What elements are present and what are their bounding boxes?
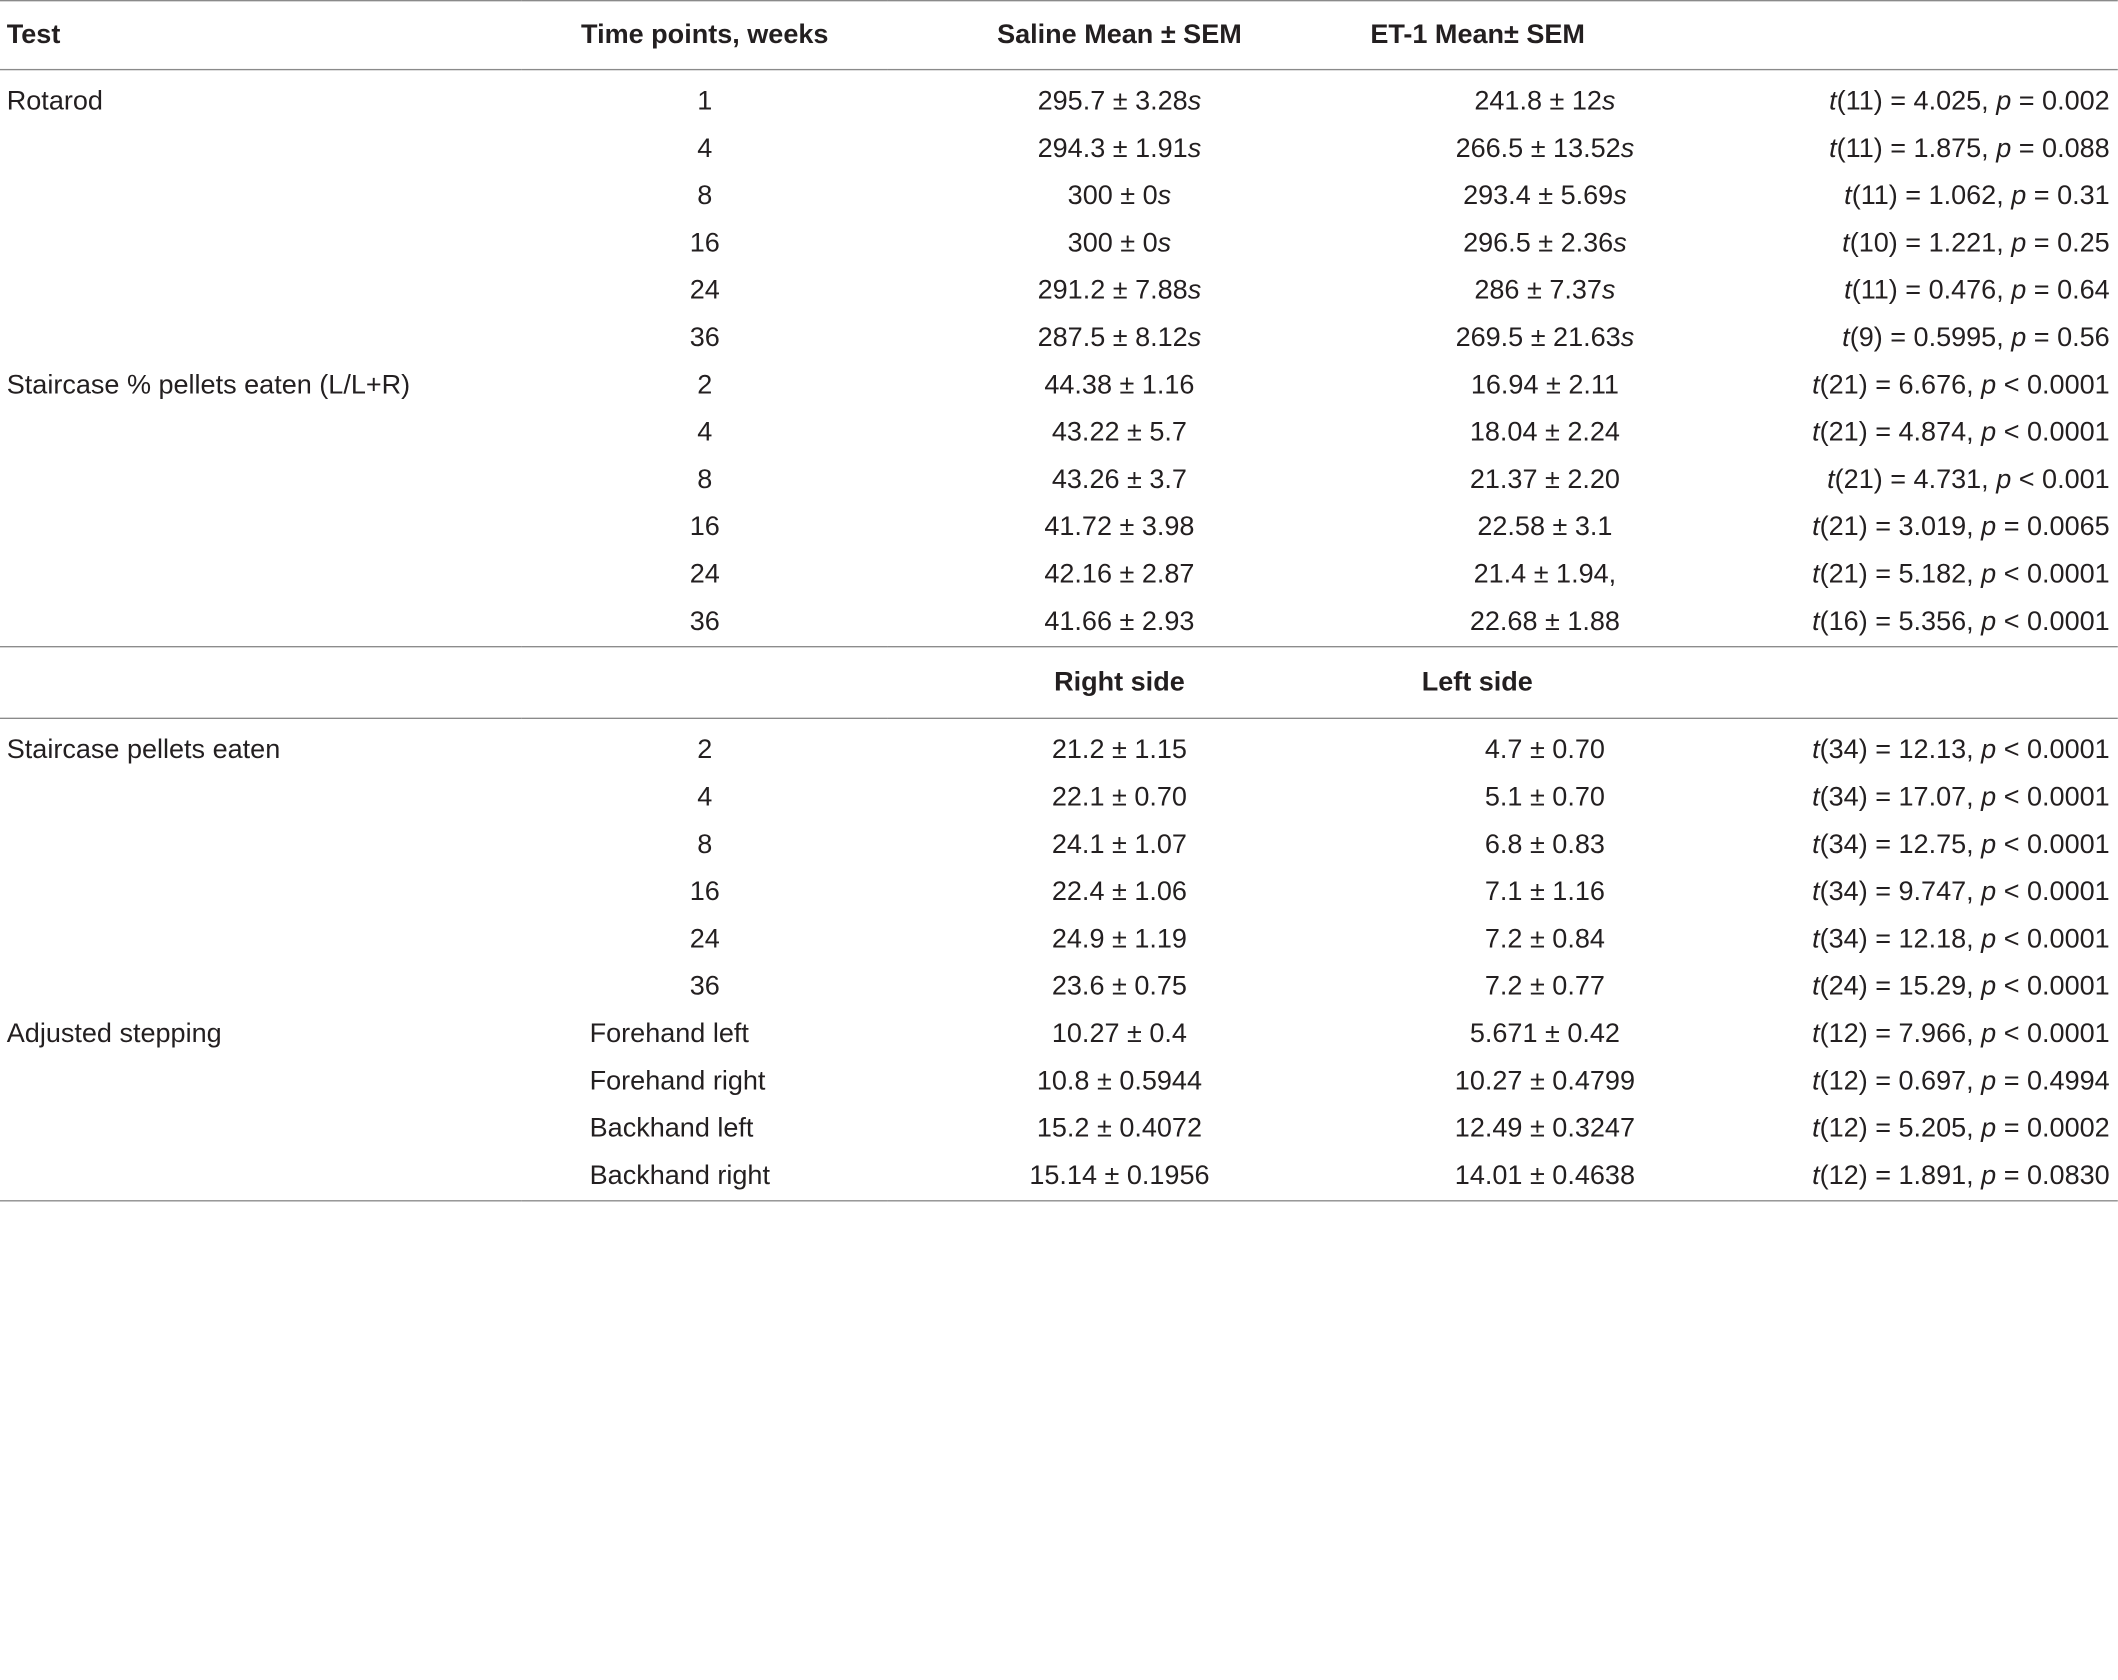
header-stat bbox=[1738, 1, 2117, 70]
time-point-cell: 24 bbox=[689, 924, 720, 955]
saline-value-cell: 41.66 ± 2.93 bbox=[887, 599, 1351, 647]
statistic-cell: t(10) = 1.221, p = 0.25 bbox=[1842, 228, 2110, 259]
test-name-cell bbox=[0, 126, 522, 173]
saline-value-cell: 44.38 ± 1.16 bbox=[1044, 370, 1195, 401]
test-name-cell bbox=[0, 457, 522, 504]
test-name-cell bbox=[0, 1106, 522, 1153]
header-row bbox=[0, 1, 2118, 70]
et1-value-cell: 21.4 ± 1.94, bbox=[1473, 559, 1617, 590]
time-point-cell: 24 bbox=[689, 559, 720, 590]
saline-value-cell: 21.2 ± 1.15 bbox=[1051, 735, 1187, 765]
test-name-cell bbox=[0, 774, 522, 821]
et1-value-cell: 4.7 ± 0.70 bbox=[1484, 735, 1605, 765]
table-row bbox=[0, 362, 2118, 409]
header-test: Test bbox=[0, 1, 522, 70]
test-name-cell bbox=[0, 504, 522, 551]
time-point-cell: Backhand right bbox=[522, 1153, 887, 1201]
saline-value-cell: 10.8 ± 0.5944 bbox=[1036, 1066, 1202, 1097]
section-side-comparison bbox=[0, 718, 2118, 1200]
table-row bbox=[0, 504, 2118, 551]
test-name-cell bbox=[0, 822, 522, 869]
et1-value-cell: 21.37 ± 2.20 bbox=[1469, 464, 1620, 495]
et1-value-cell: 14.01 ± 0.4638 bbox=[1351, 1153, 1738, 1201]
time-point-cell: 1 bbox=[697, 86, 713, 117]
et1-value-cell: 7.2 ± 0.84 bbox=[1484, 924, 1605, 955]
time-point-cell: 4 bbox=[697, 782, 713, 813]
statistic-cell: t(9) = 0.5995, p = 0.56 bbox=[1842, 323, 2110, 353]
time-point-cell: 36 bbox=[689, 971, 720, 1002]
statistic-cell: t(24) = 15.29, p < 0.0001 bbox=[1812, 971, 2110, 1002]
et1-value-cell: 241.8 ± 12s bbox=[1474, 86, 1616, 117]
et1-value-cell: 266.5 ± 13.52s bbox=[1455, 133, 1635, 164]
table-row bbox=[0, 599, 2118, 647]
time-point-cell: 2 bbox=[697, 370, 713, 401]
test-name-cell bbox=[0, 268, 522, 315]
table-row bbox=[0, 173, 2118, 220]
statistic-cell: t(21) = 4.731, p < 0.001 bbox=[1827, 464, 2110, 495]
et1-value-cell: 12.49 ± 0.3247 bbox=[1454, 1113, 1635, 1144]
time-point-cell: Backhand left bbox=[589, 1113, 754, 1144]
saline-value-cell: 41.72 ± 3.98 bbox=[1044, 512, 1195, 542]
table-row bbox=[0, 410, 2118, 457]
table-row bbox=[0, 774, 2118, 821]
et1-value-cell: 22.68 ± 1.88 bbox=[1351, 599, 1738, 647]
table-row bbox=[0, 220, 2118, 267]
test-name-cell bbox=[0, 173, 522, 220]
et1-value-cell: 10.27 ± 0.4799 bbox=[1454, 1066, 1635, 1097]
time-point-cell: 16 bbox=[689, 512, 720, 542]
et1-value-cell: 5.671 ± 0.42 bbox=[1469, 1019, 1620, 1049]
test-name-cell bbox=[0, 916, 522, 963]
table-row bbox=[0, 1011, 2118, 1058]
statistic-cell: t(34) = 12.18, p < 0.0001 bbox=[1812, 924, 2110, 955]
table-row bbox=[0, 718, 2118, 774]
table-row bbox=[0, 964, 2118, 1011]
statistic-cell: t(11) = 1.875, p = 0.088 bbox=[1829, 133, 2110, 164]
et1-value-cell: 296.5 ± 2.36s bbox=[1463, 228, 1627, 259]
test-name-cell bbox=[0, 599, 522, 647]
saline-value-cell: 15.14 ± 0.1956 bbox=[887, 1153, 1351, 1201]
subheader-blank bbox=[522, 647, 887, 719]
time-point-cell: Forehand left bbox=[589, 1019, 749, 1049]
test-name-cell: Adjusted stepping bbox=[6, 1019, 222, 1049]
statistic-cell: t(16) = 5.356, p < 0.0001 bbox=[1738, 599, 2117, 647]
header-et1: ET-1 Mean± SEM bbox=[1351, 1, 1738, 70]
statistic-cell: t(12) = 1.891, p = 0.0830 bbox=[1738, 1153, 2117, 1201]
table-row bbox=[0, 126, 2118, 173]
test-name-cell bbox=[0, 1058, 522, 1105]
et1-value-cell: 18.04 ± 2.24 bbox=[1469, 417, 1620, 448]
saline-value-cell: 43.22 ± 5.7 bbox=[1051, 417, 1187, 448]
subheader-blank bbox=[0, 647, 522, 719]
saline-value-cell: 300 ± 0s bbox=[1067, 228, 1172, 259]
saline-value-cell: 294.3 ± 1.91s bbox=[1037, 133, 1202, 164]
time-point-cell: 36 bbox=[689, 323, 720, 353]
et1-value-cell: 6.8 ± 0.83 bbox=[1484, 829, 1605, 860]
table-row bbox=[0, 70, 2118, 126]
time-point-cell: 8 bbox=[697, 464, 713, 495]
test-name-cell bbox=[0, 964, 522, 1011]
test-name-cell: Staircase pellets eaten bbox=[6, 735, 281, 765]
statistic-cell: t(34) = 12.75, p < 0.0001 bbox=[1812, 829, 2110, 860]
et1-value-cell: 7.2 ± 0.77 bbox=[1484, 971, 1605, 1002]
statistic-cell: t(21) = 3.019, p = 0.0065 bbox=[1812, 512, 2110, 542]
test-name-cell bbox=[0, 220, 522, 267]
subheader-left-side: Left side bbox=[1351, 647, 1738, 719]
time-point-cell: 24 bbox=[689, 275, 720, 306]
statistic-cell: t(34) = 17.07, p < 0.0001 bbox=[1812, 782, 2110, 813]
saline-value-cell: 24.1 ± 1.07 bbox=[1051, 829, 1187, 860]
saline-value-cell: 15.2 ± 0.4072 bbox=[1036, 1113, 1202, 1144]
table-row bbox=[0, 916, 2118, 963]
table-row bbox=[0, 1153, 2118, 1201]
time-point-cell: 8 bbox=[697, 181, 713, 211]
time-point-cell: 2 bbox=[697, 735, 713, 765]
time-point-cell: 36 bbox=[522, 599, 887, 647]
time-point-cell: 4 bbox=[697, 133, 713, 164]
test-name-cell bbox=[0, 410, 522, 457]
test-name-cell bbox=[0, 869, 522, 916]
table-row bbox=[0, 1106, 2118, 1153]
saline-value-cell: 10.27 ± 0.4 bbox=[1051, 1019, 1187, 1049]
saline-value-cell: 42.16 ± 2.87 bbox=[1044, 559, 1195, 590]
et1-value-cell: 269.5 ± 21.63s bbox=[1455, 323, 1635, 353]
et1-value-cell: 7.1 ± 1.16 bbox=[1484, 877, 1605, 907]
statistic-cell: t(11) = 4.025, p = 0.002 bbox=[1829, 86, 2110, 117]
time-point-cell: Forehand right bbox=[589, 1066, 766, 1097]
saline-value-cell: 295.7 ± 3.28s bbox=[1037, 86, 1202, 117]
statistic-cell: t(11) = 1.062, p = 0.31 bbox=[1844, 181, 2110, 211]
statistic-cell: t(34) = 9.747, p < 0.0001 bbox=[1812, 877, 2110, 907]
section-mean-comparison bbox=[0, 70, 2118, 647]
test-name-cell bbox=[0, 551, 522, 598]
table-row bbox=[0, 1058, 2118, 1105]
saline-value-cell: 24.9 ± 1.19 bbox=[1051, 924, 1187, 955]
time-point-cell: 16 bbox=[689, 228, 720, 259]
et1-value-cell: 293.4 ± 5.69s bbox=[1463, 181, 1627, 211]
test-name-cell bbox=[0, 1153, 522, 1201]
et1-value-cell: 16.94 ± 2.11 bbox=[1470, 370, 1619, 401]
saline-value-cell: 23.6 ± 0.75 bbox=[1051, 971, 1187, 1002]
subheader-blank bbox=[1738, 647, 2117, 719]
test-name-cell bbox=[0, 315, 522, 362]
table-row bbox=[0, 315, 2118, 362]
statistic-cell: t(11) = 0.476, p = 0.64 bbox=[1844, 275, 2110, 306]
statistic-cell: t(12) = 0.697, p = 0.4994 bbox=[1812, 1066, 2110, 1097]
table-row bbox=[0, 268, 2118, 315]
saline-value-cell: 287.5 ± 8.12s bbox=[1037, 323, 1202, 353]
time-point-cell: 8 bbox=[697, 829, 713, 860]
et1-value-cell: 5.1 ± 0.70 bbox=[1484, 782, 1605, 813]
table-row bbox=[0, 822, 2118, 869]
table-row bbox=[0, 551, 2118, 598]
et1-value-cell: 22.58 ± 3.1 bbox=[1477, 512, 1613, 542]
saline-value-cell: 300 ± 0s bbox=[1067, 181, 1172, 211]
statistic-cell: t(12) = 5.205, p = 0.0002 bbox=[1812, 1113, 2110, 1144]
saline-value-cell: 291.2 ± 7.88s bbox=[1037, 275, 1202, 306]
et1-value-cell: 286 ± 7.37s bbox=[1474, 275, 1616, 306]
statistic-cell: t(21) = 4.874, p < 0.0001 bbox=[1812, 417, 2110, 448]
header-time-points: Time points, weeks bbox=[522, 1, 887, 70]
test-name-cell: Rotarod bbox=[6, 86, 103, 117]
time-point-cell: 4 bbox=[697, 417, 713, 448]
statistic-cell: t(21) = 6.676, p < 0.0001 bbox=[1812, 370, 2110, 401]
saline-value-cell: 43.26 ± 3.7 bbox=[1051, 464, 1187, 495]
header-saline: Saline Mean ± SEM bbox=[887, 1, 1351, 70]
test-name-cell: Staircase % pellets eaten (L/L+R) bbox=[6, 370, 411, 401]
table-row bbox=[0, 457, 2118, 504]
statistic-cell: t(34) = 12.13, p < 0.0001 bbox=[1812, 735, 2110, 765]
table-row bbox=[0, 869, 2118, 916]
subheader-right-side: Right side bbox=[887, 647, 1351, 719]
saline-value-cell: 22.1 ± 0.70 bbox=[1051, 782, 1187, 813]
time-point-cell: 16 bbox=[689, 877, 720, 907]
saline-value-cell: 22.4 ± 1.06 bbox=[1051, 877, 1187, 907]
statistic-cell: t(12) = 7.966, p < 0.0001 bbox=[1812, 1019, 2110, 1049]
statistic-cell: t(21) = 5.182, p < 0.0001 bbox=[1812, 559, 2110, 590]
subheader-row bbox=[0, 647, 2118, 719]
